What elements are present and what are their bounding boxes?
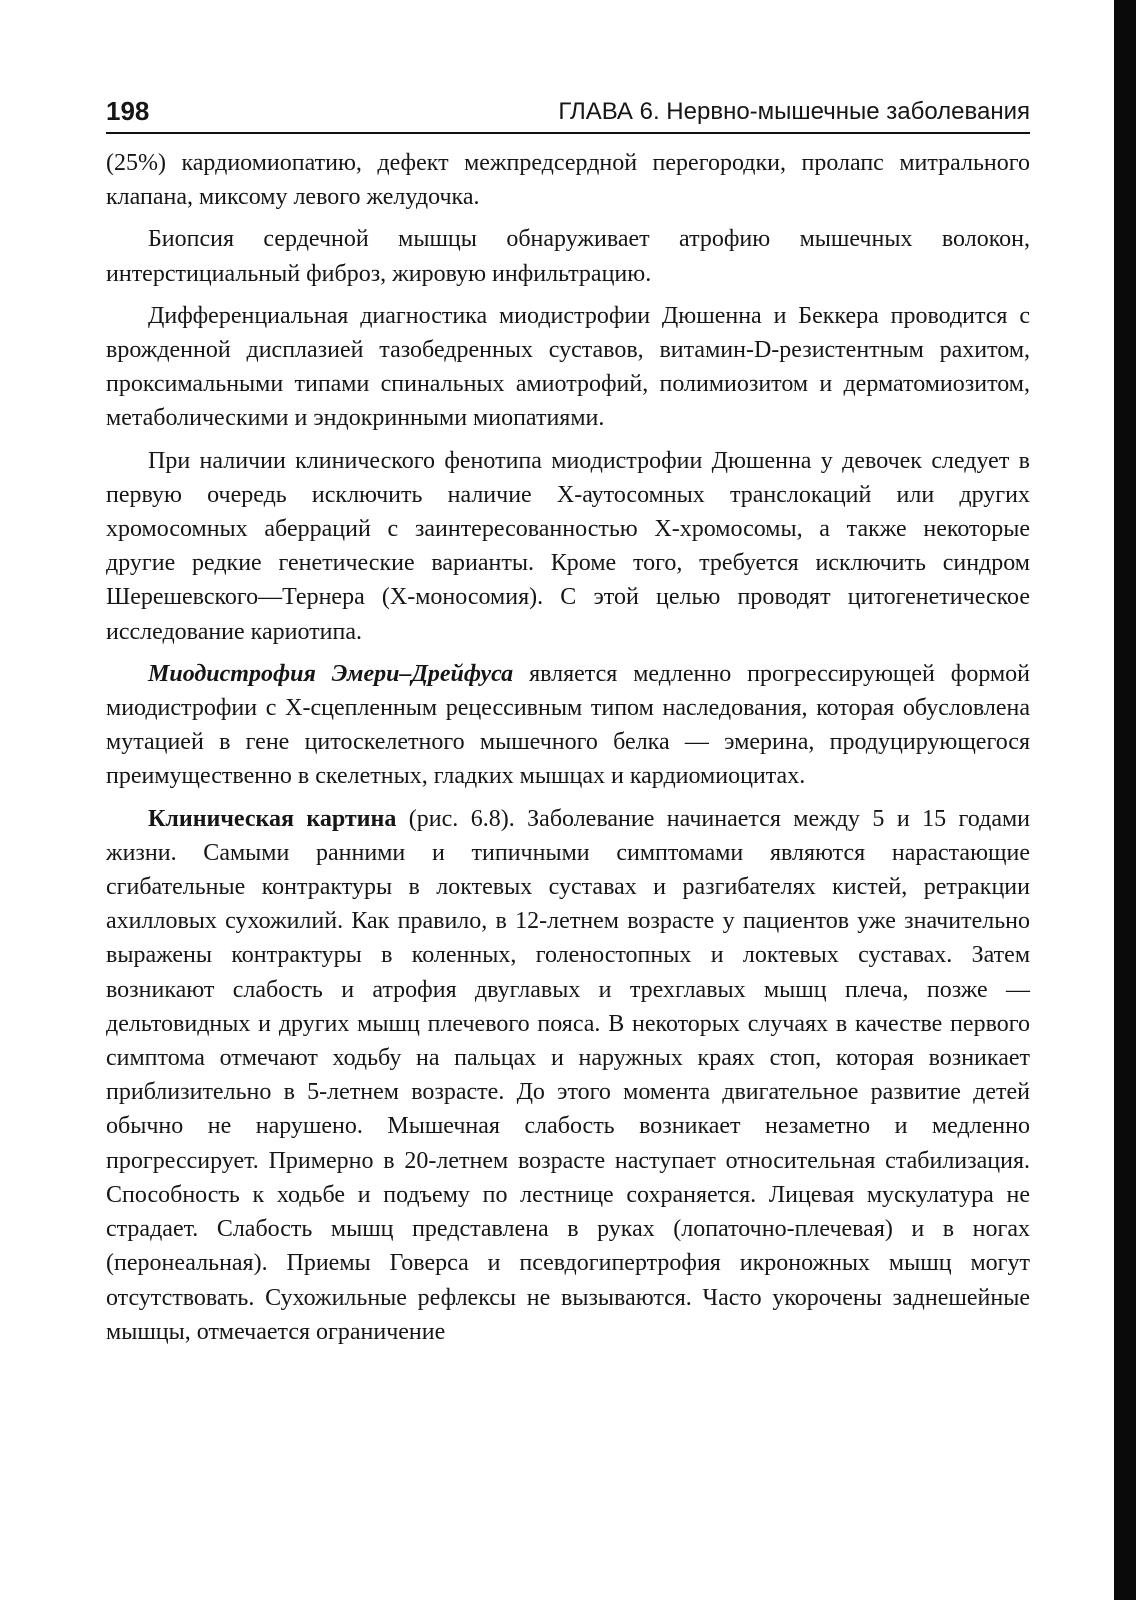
- paragraph-text: является медленно прогрессирующей формой миодистрофии с Х-сцепленным рецессивным типом наследования, которая обусловлена мутацией в гене цитоскелетного мышечного белка — эмерина, продуцирующегося преимущественно в скелетных, гладких мышцах и кардиомиоцитах.: [106, 660, 1031, 790]
- paragraph-text: Дифференциальная диагностика миодистрофии Дюшенна и Беккера проводится с врожденной дисплазией тазобедренных суставов, витамин-D-резистентным рахитом, проксимальными типами спинальных амиотрофий, полимиозитом и дерматомиозитом, метаболическими и эндокринными миопатиями.: [106, 302, 1030, 432]
- page-body: [106, 146, 1030, 1357]
- page-number: 198: [106, 96, 150, 126]
- paragraph-text: (25%) кардиомиопатию, дефект межпредсердной перегородки, пролапс митрального клапана, миксому левого желудочка.: [106, 150, 1030, 211]
- paragraph-text: (рис. 6.8). Заболевание начинается между 5 и 15 годами жизни. Самыми ранними и типичными симптомами являются нарастающие сгибательные контрактуры в локтевых суставах и разгибателях кистей, ретракции ахилловых сухожилий. Как правило, в 12-летнем возрасте у пациентов уже значительно выражены контрактуры в коленных, голеностопных и локтевых суставах. Затем возникают слабость и атрофия двуглавых и трехглавых мышц плеча, позже — дельтовидных и других мышц плечевого пояса. В некоторых случаях в качестве первого симптома отмечают ходьбу на пальцах и наружных краях стоп, которая возникает приблизительно в 5-летнем возрасте. До этого момента двигательное развитие детей обычно не нарушено. Мышечная слабость возникает незаметно и медленно прогрессирует. Примерно в 20-летнем возрасте наступает относительная стабилизация. Способность к ходьбе и подъему по лестнице сохраняется. Лицевая мускулатура не страдает. Слабость мышц представлена в руках (лопаточно-плечевая) и в ногах (перонеальная). Приемы Говерса и псевдогипертрофия икроножных мышц могут отсутствовать. Сухожильные рефлексы не вызываются. Часто укорочены заднешейные мышцы, отмечается ограничение: [106, 805, 1031, 1345]
- paragraph-2: [106, 222, 1030, 290]
- paragraph-4: [106, 444, 1030, 649]
- binding-shadow: [1114, 0, 1136, 1600]
- paragraph-3: [106, 299, 1030, 436]
- term-emery-dreifuss: Миодистрофия Эмери–Дрейфуса: [148, 660, 514, 687]
- paragraph-text: При наличии клинического фенотипа миодистрофии Дюшенна у девочек следует в первую очередь исключить наличие Х-аутосомных транслокаций или других хромосомных аберраций с заинтересованностью Х-хромосомы, а также некоторые другие редкие генетические варианты. Кроме того, требуется исключить синдром Шерешевского—Тернера (Х-моносомия). С этой целью проводят цитогенетическое исследование кариотипа.: [106, 447, 1030, 645]
- paragraph-1: [106, 146, 1030, 214]
- paragraph-6: [106, 802, 1030, 1349]
- paragraph-5: [106, 657, 1030, 794]
- header-rule: [106, 132, 1030, 134]
- running-title: ГЛАВА 6. Нервно-мышечные заболевания: [558, 98, 1030, 125]
- paragraph-text: Биопсия сердечной мышцы обнаруживает атрофию мышечных волокон, интерстициальный фиброз, жировую инфильтрацию.: [106, 226, 1030, 287]
- clinical-picture-heading: Клиническая картина: [148, 805, 397, 832]
- page-edge: [1104, 0, 1136, 1600]
- page-header: [106, 96, 1030, 130]
